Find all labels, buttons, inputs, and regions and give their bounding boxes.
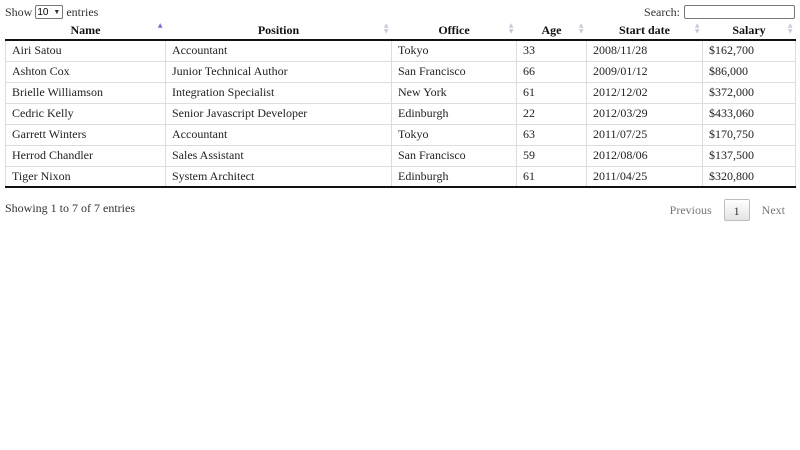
- column-header-name[interactable]: [6, 21, 166, 40]
- cell-office: Tokyo: [392, 124, 517, 145]
- table-row: [6, 40, 796, 61]
- cell-age: 59: [517, 145, 587, 166]
- table-row: [6, 166, 796, 187]
- header-row: [6, 21, 796, 40]
- table-body: [6, 40, 796, 187]
- cell-age: 63: [517, 124, 587, 145]
- column-header-label: Name: [70, 22, 101, 37]
- cell-start-date: 2012/08/06: [587, 145, 703, 166]
- length-prefix-label: Show: [5, 4, 33, 19]
- cell-salary: $372,000: [703, 82, 796, 103]
- table-row: [6, 61, 796, 82]
- cell-position: Accountant: [166, 40, 392, 61]
- column-header-salary[interactable]: [703, 21, 796, 40]
- cell-start-date: 2009/01/12: [587, 61, 703, 82]
- table-info: Showing 1 to 7 of 7 entries: [5, 201, 135, 215]
- table-controls-bottom: [5, 198, 795, 222]
- cell-salary: $170,750: [703, 124, 796, 145]
- table-row: [6, 124, 796, 145]
- cell-office: Tokyo: [392, 40, 517, 61]
- cell-salary: $433,060: [703, 103, 796, 124]
- sort-both-icon: ▲ ▼: [508, 22, 514, 35]
- cell-start-date: 2012/03/29: [587, 103, 703, 124]
- cell-office: Edinburgh: [392, 103, 517, 124]
- sort-both-icon: ▲ ▼: [694, 22, 700, 35]
- table-row: [6, 145, 796, 166]
- column-header-label: Position: [257, 22, 300, 37]
- cell-start-date: 2011/07/25: [587, 124, 703, 145]
- cell-office: New York: [392, 82, 517, 103]
- cell-age: 66: [517, 61, 587, 82]
- cell-name: Ashton Cox: [6, 61, 166, 82]
- cell-name: Airi Satou: [6, 40, 166, 61]
- entries-per-page-select[interactable]: [35, 5, 63, 19]
- data-table: [5, 21, 796, 188]
- cell-salary: $320,800: [703, 166, 796, 187]
- entries-length-control: [5, 5, 98, 20]
- column-header-label: Age: [541, 22, 562, 37]
- cell-position: Junior Technical Author: [166, 61, 392, 82]
- sort-both-icon: ▲ ▼: [787, 22, 793, 35]
- search-label: Search:: [644, 4, 680, 19]
- next-page-button[interactable]: Next: [761, 203, 785, 217]
- cell-age: 61: [517, 166, 587, 187]
- column-header-office[interactable]: [392, 21, 517, 40]
- table-row: [6, 103, 796, 124]
- cell-age: 33: [517, 40, 587, 61]
- table-controls-top: [5, 3, 795, 21]
- cell-name: Garrett Winters: [6, 124, 166, 145]
- search-input[interactable]: [684, 5, 795, 19]
- cell-name: Herrod Chandler: [6, 145, 166, 166]
- sort-ascending-icon: ▲: [157, 22, 163, 29]
- table-header: [6, 21, 796, 40]
- chevron-down-icon: ▼: [53, 8, 61, 16]
- cell-name: Cedric Kelly: [6, 103, 166, 124]
- column-header-label: Salary: [732, 22, 766, 37]
- cell-name: Tiger Nixon: [6, 166, 166, 187]
- cell-age: 22: [517, 103, 587, 124]
- column-header-label: Start date: [619, 22, 670, 37]
- cell-start-date: 2011/04/25: [587, 166, 703, 187]
- length-suffix-label: entries: [66, 4, 99, 19]
- sort-both-icon: ▲ ▼: [578, 22, 584, 35]
- column-header-position[interactable]: [166, 21, 392, 40]
- column-header-start-date[interactable]: [587, 21, 703, 40]
- cell-office: Edinburgh: [392, 166, 517, 187]
- cell-position: Senior Javascript Developer: [166, 103, 392, 124]
- sort-both-icon: ▲ ▼: [383, 22, 389, 35]
- cell-salary: $137,500: [703, 145, 796, 166]
- cell-office: San Francisco: [392, 61, 517, 82]
- cell-start-date: 2012/12/02: [587, 82, 703, 103]
- cell-position: Accountant: [166, 124, 392, 145]
- cell-position: Integration Specialist: [166, 82, 392, 103]
- table-row: [6, 82, 796, 103]
- column-header-label: Office: [438, 22, 470, 37]
- cell-name: Brielle Williamson: [6, 82, 166, 103]
- pagination: [660, 199, 795, 221]
- previous-page-button[interactable]: Previous: [669, 203, 712, 217]
- entries-per-page-value: 10: [37, 6, 49, 18]
- cell-start-date: 2008/11/28: [587, 40, 703, 61]
- column-header-age[interactable]: [517, 21, 587, 40]
- cell-position: Sales Assistant: [166, 145, 392, 166]
- cell-salary: $86,000: [703, 61, 796, 82]
- cell-office: San Francisco: [392, 145, 517, 166]
- page-1-button[interactable]: 1: [724, 199, 750, 221]
- cell-salary: $162,700: [703, 40, 796, 61]
- cell-age: 61: [517, 82, 587, 103]
- search-control: [644, 5, 795, 20]
- cell-position: System Architect: [166, 166, 392, 187]
